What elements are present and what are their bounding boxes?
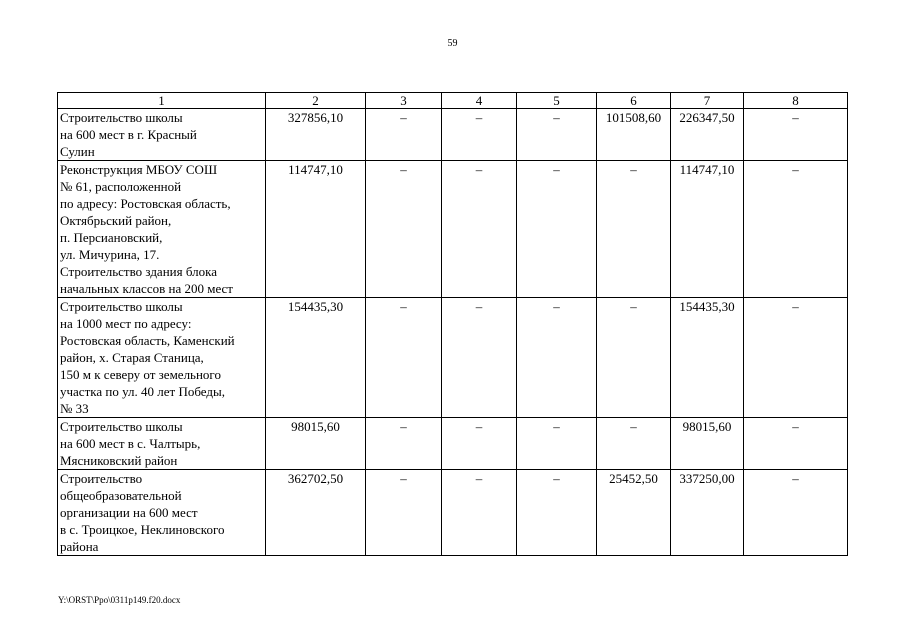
value-cell: –: [366, 298, 442, 418]
column-header: 7: [671, 93, 744, 109]
document-table: [57, 92, 848, 556]
value-cell: 114747,10: [266, 161, 366, 298]
table-header-row: [58, 93, 848, 109]
value-cell: 154435,30: [671, 298, 744, 418]
column-header: 3: [366, 93, 442, 109]
footer-file-path: Y:\ORST\Ppo\0311p149.f20.docx: [58, 595, 181, 605]
column-header: 6: [597, 93, 671, 109]
project-name-cell: Строительство общеобразовательной организации на 600 мест в с. Троицкое, Неклиновского района: [58, 470, 266, 556]
value-cell: –: [442, 470, 517, 556]
value-cell: –: [517, 470, 597, 556]
value-cell: 327856,10: [266, 109, 366, 161]
value-cell: 114747,10: [671, 161, 744, 298]
value-cell: –: [744, 161, 848, 298]
value-cell: 98015,60: [266, 418, 366, 470]
value-cell: –: [366, 418, 442, 470]
value-cell: –: [597, 161, 671, 298]
value-cell: –: [517, 298, 597, 418]
table-row: [58, 161, 848, 298]
value-cell: –: [517, 109, 597, 161]
value-cell: –: [597, 418, 671, 470]
value-cell: –: [442, 109, 517, 161]
table-row: [58, 298, 848, 418]
value-cell: –: [366, 109, 442, 161]
value-cell: –: [366, 470, 442, 556]
column-header: 2: [266, 93, 366, 109]
value-cell: 337250,00: [671, 470, 744, 556]
table-row: [58, 109, 848, 161]
value-cell: –: [744, 470, 848, 556]
value-cell: 25452,50: [597, 470, 671, 556]
value-cell: –: [366, 161, 442, 298]
value-cell: –: [597, 298, 671, 418]
column-header: 5: [517, 93, 597, 109]
column-header: 8: [744, 93, 848, 109]
value-cell: 226347,50: [671, 109, 744, 161]
value-cell: –: [744, 109, 848, 161]
value-cell: –: [517, 418, 597, 470]
value-cell: –: [442, 298, 517, 418]
value-cell: 101508,60: [597, 109, 671, 161]
column-header: 1: [58, 93, 266, 109]
project-name-cell: Реконструкция МБОУ СОШ № 61, расположенной по адресу: Ростовская область, Октябрьский район, п. Персиановский, ул. Мичурина, 17. Строительство здания блока начальных классов на 200 мест: [58, 161, 266, 298]
value-cell: –: [517, 161, 597, 298]
table-row: [58, 418, 848, 470]
value-cell: –: [744, 418, 848, 470]
table-row: [58, 470, 848, 556]
value-cell: 154435,30: [266, 298, 366, 418]
column-header: 4: [442, 93, 517, 109]
page-number: 59: [447, 38, 458, 49]
project-name-cell: Строительство школы на 600 мест в с. Чалтырь, Мясниковский район: [58, 418, 266, 470]
project-name-cell: Строительство школы на 600 мест в г. Красный Сулин: [58, 109, 266, 161]
project-name-cell: Строительство школы на 1000 мест по адресу: Ростовская область, Каменский район, х. Старая Станица, 150 м к северу от земельного участка по ул. 40 лет Победы, № 33: [58, 298, 266, 418]
value-cell: –: [442, 161, 517, 298]
value-cell: –: [744, 298, 848, 418]
value-cell: 98015,60: [671, 418, 744, 470]
value-cell: –: [442, 418, 517, 470]
value-cell: 362702,50: [266, 470, 366, 556]
